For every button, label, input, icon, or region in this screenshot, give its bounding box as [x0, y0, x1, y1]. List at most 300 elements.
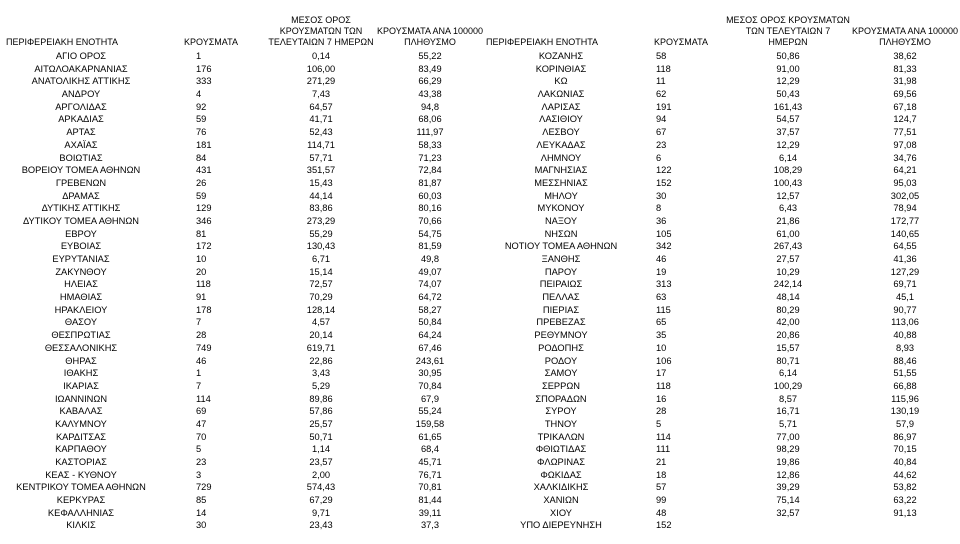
avg-7day-cell: 15,57: [776, 342, 800, 353]
region-cell: ΧΙΟΥ: [550, 507, 572, 518]
region-cell: ΑΡΤΑΣ: [66, 127, 96, 138]
region-cell: ΠΑΡΟΥ: [544, 266, 578, 277]
cases-cell: 94: [656, 114, 667, 125]
cases-cell: 105: [656, 228, 672, 239]
rate-per-100k-cell: 71,23: [418, 152, 442, 163]
cases-cell: 11: [656, 76, 666, 87]
table-row: [486, 240, 960, 253]
table-row: [486, 481, 960, 494]
table-row: [6, 75, 484, 88]
cases-cell: 23: [656, 139, 667, 150]
avg-7day-cell: 3,43: [311, 368, 331, 379]
cases-cell: 59: [196, 190, 207, 201]
region-cell: ΣΕΡΡΩΝ: [541, 380, 580, 391]
cases-cell: 85: [196, 495, 207, 506]
rate-per-100k-cell: 66,88: [893, 380, 917, 391]
avg-7day-cell: 273,29: [306, 215, 336, 226]
avg-7day-cell: 619,71: [306, 342, 336, 353]
rate-per-100k-cell: 70,81: [418, 482, 442, 493]
cases-cell: 46: [196, 355, 207, 366]
avg-7day-cell: 64,57: [309, 101, 333, 112]
cases-cell: 118: [656, 380, 671, 391]
region-cell: ΕΒΡΟΥ: [65, 228, 97, 239]
region-cell: ΠΙΕΡΙΑΣ: [542, 304, 580, 315]
region-cell: ΣΠΟΡΑΔΩΝ: [535, 393, 587, 404]
table-row: [486, 88, 960, 101]
table-row: [486, 253, 960, 266]
rate-per-100k-cell: 76,71: [418, 469, 442, 480]
table-row: [6, 405, 484, 418]
table-row: [6, 329, 484, 342]
header-cases: ΚΡΟΥΣΜΑΤΑ: [184, 37, 238, 47]
table-right-half: [486, 8, 960, 532]
cases-cell: 30: [196, 520, 207, 531]
cases-cell: 178: [196, 304, 212, 315]
avg-7day-cell: 25,57: [309, 418, 333, 429]
table-row: [486, 63, 960, 76]
cases-cell: 76: [196, 127, 207, 138]
cases-cell: 152: [656, 177, 672, 188]
rate-per-100k-cell: 243,61: [415, 355, 445, 366]
avg-7day-cell: 89,86: [309, 393, 333, 404]
table-row: [6, 481, 484, 494]
avg-7day-cell: 12,29: [776, 76, 800, 87]
cases-cell: 5: [196, 444, 202, 455]
avg-7day-cell: 0,14: [311, 51, 331, 61]
cases-cell: 115: [656, 304, 671, 315]
cases-cell: 342: [656, 241, 672, 252]
avg-7day-cell: 2,00: [311, 469, 331, 480]
region-cell: ΚΩ: [554, 76, 568, 87]
region-cell: ΛΑΡΙΣΑΣ: [541, 101, 581, 112]
rate-per-100k-cell: 127,29: [890, 266, 920, 277]
avg-7day-cell: 61,00: [776, 228, 800, 239]
cases-cell: 749: [196, 342, 212, 353]
rate-per-100k-cell: 41,36: [893, 254, 917, 264]
table-row: [6, 507, 484, 520]
table-row: [6, 380, 484, 393]
cases-cell: 21: [656, 457, 667, 467]
table-row: [6, 139, 484, 152]
table-row: [486, 355, 960, 368]
avg-7day-cell: 5,29: [311, 380, 331, 391]
header-cases-per-100k: ΚΡΟΥΣΜΑΤΑ ΑΝΑ 100000 ΠΛΗΘΥΣΜΟ: [377, 26, 483, 47]
cases-cell: 5: [656, 418, 662, 429]
header-cases-per-100k: ΚΡΟΥΣΜΑΤΑ ΑΝΑ 100000 ΠΛΗΘΥΣΜΟ: [852, 26, 958, 47]
region-cell: ΝΗΣΩΝ: [544, 228, 578, 239]
table-row: [486, 164, 960, 177]
table-row: [486, 494, 960, 507]
region-cell: ΚΕΑΣ - ΚΥΘΝΟΥ: [45, 469, 117, 480]
rate-per-100k-cell: 67,46: [418, 342, 442, 353]
region-cell: ΓΡΕΒΕΝΩΝ: [55, 177, 107, 188]
table-row: [486, 113, 960, 126]
rate-per-100k-cell: 38,62: [893, 51, 917, 61]
cases-cell: 69: [196, 406, 207, 417]
avg-7day-cell: 106,00: [306, 63, 336, 74]
rate-per-100k-cell: 113,06: [891, 317, 919, 328]
avg-7day-cell: 83,86: [309, 203, 333, 214]
table-row: [6, 113, 484, 126]
rate-per-100k-cell: 39,11: [418, 507, 442, 518]
region-cell: ΘΕΣΠΡΩΤΙΑΣ: [51, 330, 111, 341]
region-cell: ΡΟΔΟΥ: [544, 355, 578, 366]
region-cell: ΒΟΡΕΙΟΥ ΤΟΜΕΑ ΑΘΗΝΩΝ: [21, 165, 141, 176]
cases-cell: 1: [196, 368, 202, 379]
avg-7day-cell: 267,43: [773, 241, 803, 252]
cases-cell: 106: [656, 355, 672, 366]
avg-7day-cell: 57,71: [309, 152, 333, 163]
table-row: [486, 101, 960, 114]
cases-cell: 6: [656, 152, 662, 163]
cases-cell: 99: [656, 495, 667, 506]
cases-cell: 26: [196, 177, 207, 188]
avg-7day-cell: 1,14: [311, 444, 331, 455]
cases-cell: 18: [656, 469, 667, 480]
rate-per-100k-cell: 111,97: [416, 127, 444, 138]
table-left-half: [6, 8, 484, 532]
rate-per-100k-cell: 95,03: [893, 177, 917, 188]
table-row: [6, 418, 484, 431]
cases-cell: 58: [656, 51, 667, 61]
table-row: [6, 393, 484, 406]
rate-per-100k-cell: 64,72: [418, 292, 442, 303]
cases-cell: 4: [196, 89, 202, 100]
avg-7day-cell: 10,29: [776, 266, 800, 277]
cases-cell: 176: [196, 63, 212, 74]
rate-per-100k-cell: 45,1: [895, 292, 915, 303]
rate-per-100k-cell: 74,07: [418, 279, 442, 290]
cases-cell: 47: [196, 418, 207, 429]
region-cell: ΝΑΞΟΥ: [544, 215, 578, 226]
table-row: [6, 177, 484, 190]
rate-per-100k-cell: 64,21: [893, 165, 917, 176]
rate-per-100k-cell: 172,77: [890, 215, 920, 226]
region-cell: ΚΑΒΑΛΑΣ: [59, 406, 103, 417]
rate-per-100k-cell: 88,46: [893, 355, 917, 366]
cases-cell: 111: [656, 444, 671, 455]
avg-7day-cell: 27,57: [776, 254, 800, 264]
region-cell: ΗΛΕΙΑΣ: [64, 279, 98, 290]
region-cell: ΠΡΕΒΕΖΑΣ: [536, 317, 586, 328]
table-row: [6, 190, 484, 203]
avg-7day-cell: 6,14: [778, 368, 798, 379]
cases-cell: 28: [656, 406, 667, 417]
table-row: [6, 443, 484, 456]
table-row: [486, 431, 960, 444]
rate-per-100k-cell: 44,62: [893, 469, 917, 480]
cases-cell: 70: [196, 431, 207, 442]
cases-cell: 118: [656, 63, 671, 74]
avg-7day-cell: 4,57: [311, 317, 331, 328]
rate-per-100k-cell: 124,7: [893, 114, 917, 125]
table-row: [486, 291, 960, 304]
rate-per-100k-cell: 58,27: [418, 304, 442, 315]
cases-cell: 20: [196, 266, 207, 277]
region-cell: ΑΧΑΪΑΣ: [64, 139, 98, 150]
avg-7day-cell: 9,71: [311, 507, 331, 518]
region-cell: ΛΑΚΩΝΙΑΣ: [537, 89, 585, 100]
rate-per-100k-cell: 43,38: [418, 89, 442, 100]
cases-cell: 118: [196, 279, 211, 290]
avg-7day-cell: 55,29: [309, 228, 333, 239]
cases-cell: 8: [656, 203, 662, 214]
table-row: [6, 291, 484, 304]
header-cases: ΚΡΟΥΣΜΑΤΑ: [654, 37, 708, 47]
cases-cell: 7: [196, 317, 202, 328]
avg-7day-cell: 50,86: [776, 51, 800, 61]
rate-per-100k-cell: 30,95: [418, 368, 442, 379]
avg-7day-cell: 70,29: [309, 292, 333, 303]
table-row: [6, 266, 484, 279]
region-cell: ΘΑΣΟΥ: [64, 317, 98, 328]
table-row: [6, 63, 484, 76]
cases-cell: 114: [656, 431, 671, 442]
region-cell: ΧΑΛΚΙΔΙΚΗΣ: [533, 482, 589, 493]
avg-7day-cell: 80,29: [776, 304, 800, 315]
cases-cell: 431: [196, 165, 212, 176]
cases-cell: 129: [196, 203, 212, 214]
avg-7day-cell: 6,43: [778, 203, 798, 214]
region-cell: ΠΕΛΛΑΣ: [542, 292, 580, 303]
table-row: [486, 443, 960, 456]
avg-7day-cell: 50,43: [776, 89, 800, 100]
rate-per-100k-cell: 63,22: [893, 495, 917, 506]
cases-cell: 313: [656, 279, 672, 290]
avg-7day-cell: 130,43: [306, 241, 336, 252]
avg-7day-cell: 114,71: [307, 139, 335, 150]
region-cell: ΜΥΚΟΝΟΥ: [537, 203, 585, 214]
cases-cell: 10: [196, 254, 207, 264]
avg-7day-cell: 42,00: [776, 317, 800, 328]
rate-per-100k-cell: 50,84: [418, 317, 442, 328]
rate-per-100k-cell: 34,76: [893, 152, 917, 163]
avg-7day-cell: [726, 519, 850, 532]
region-cell: ΑΝΑΤΟΛΙΚΗΣ ΑΤΤΙΚΗΣ: [31, 76, 131, 87]
region-cell: ΘΗΡΑΣ: [65, 355, 97, 366]
region-cell: ΚΑΡΔΙΤΣΑΣ: [55, 431, 107, 442]
table-row: [486, 190, 960, 203]
region-cell: ΡΟΔΟΠΗΣ: [538, 342, 584, 353]
avg-7day-cell: 100,43: [773, 177, 803, 188]
cases-cell: 122: [656, 165, 672, 176]
avg-7day-cell: 77,00: [776, 431, 800, 442]
region-cell: ΜΗΛΟΥ: [544, 190, 578, 201]
cases-cell: 62: [656, 89, 667, 100]
cases-cell: 63: [656, 292, 667, 303]
rate-per-100k-cell: [850, 519, 960, 532]
region-cell: ΚΟΖΑΝΗΣ: [538, 51, 584, 61]
region-cell: ΦΛΩΡΙΝΑΣ: [536, 457, 586, 467]
cases-cell: 28: [196, 330, 207, 341]
region-cell: ΚΑΣΤΟΡΙΑΣ: [55, 457, 107, 467]
rate-per-100k-cell: 31,98: [893, 76, 917, 87]
avg-7day-cell: 7,43: [311, 89, 331, 100]
avg-7day-cell: 15,14: [309, 266, 333, 277]
avg-7day-cell: 75,14: [776, 495, 800, 506]
rate-per-100k-cell: 83,49: [418, 63, 442, 74]
avg-7day-cell: 80,71: [776, 355, 800, 366]
cases-cell: 91: [196, 292, 207, 303]
avg-7day-cell: 32,57: [776, 507, 800, 518]
rate-per-100k-cell: 40,88: [893, 330, 917, 341]
header-7day-average: ΜΕΣΟΣ ΟΡΟΣ ΚΡΟΥΣΜΑΤΩΝ ΤΩΝ ΤΕΛΕΥΤΑΙΩΝ 7 ΗΜΕΡΩΝ: [268, 15, 374, 47]
region-cell: ΚΕΦΑΛΛΗΝΙΑΣ: [47, 507, 115, 518]
table-row: [486, 519, 960, 532]
rate-per-100k-cell: 37,3: [420, 520, 440, 531]
avg-7day-cell: 242,14: [773, 279, 803, 290]
region-cell: ΛΗΜΝΟΥ: [540, 152, 582, 163]
avg-7day-cell: 15,43: [309, 177, 333, 188]
cases-cell: 46: [656, 254, 667, 264]
rate-per-100k-cell: 81,59: [418, 241, 442, 252]
region-cell: ΣΑΜΟΥ: [544, 368, 578, 379]
avg-7day-cell: 8,57: [778, 393, 798, 404]
rate-per-100k-cell: 81,87: [418, 177, 442, 188]
avg-7day-cell: 100,29: [773, 380, 803, 391]
region-cell: ΥΠΟ ΔΙΕΡΕΥΝΗΣΗ: [520, 520, 602, 531]
table-row: [6, 304, 484, 317]
cases-cell: 23: [196, 457, 207, 467]
rate-per-100k-cell: 97,08: [893, 139, 917, 150]
rate-per-100k-cell: 51,55: [893, 368, 917, 379]
table-row: [486, 316, 960, 329]
region-cell: ΣΥΡΟΥ: [545, 406, 577, 417]
rate-per-100k-cell: 49,07: [418, 266, 442, 277]
rate-per-100k-cell: 54,75: [418, 228, 442, 239]
region-cell: ΔΡΑΜΑΣ: [62, 190, 100, 201]
avg-7day-cell: 574,43: [306, 482, 336, 493]
table-body-left: [6, 50, 484, 532]
avg-7day-cell: 98,29: [776, 444, 800, 455]
avg-7day-cell: 161,43: [773, 101, 803, 112]
region-cell: ΑΓΙΟ ΟΡΟΣ: [55, 51, 107, 61]
table-header: [486, 8, 960, 48]
table-row: [6, 164, 484, 177]
region-cell: ΡΕΘΥΜΝΟΥ: [534, 330, 588, 341]
table-row: [6, 126, 484, 139]
table-row: [6, 367, 484, 380]
cases-cell: 346: [196, 215, 212, 226]
rate-per-100k-cell: 81,33: [893, 63, 917, 74]
rate-per-100k-cell: 77,51: [893, 127, 917, 138]
cases-cell: 67: [656, 127, 667, 138]
rate-per-100k-cell: 67,9: [420, 393, 440, 404]
avg-7day-cell: 16,71: [776, 406, 800, 417]
avg-7day-cell: 6,71: [311, 254, 331, 264]
avg-7day-cell: 20,86: [776, 330, 800, 341]
avg-7day-cell: 48,14: [776, 292, 800, 303]
cases-cell: 17: [656, 368, 667, 379]
cases-cell: 7: [196, 380, 202, 391]
rate-per-100k-cell: 57,9: [895, 418, 915, 429]
rate-per-100k-cell: 8,93: [895, 342, 915, 353]
table-row: [486, 329, 960, 342]
table-header: [6, 8, 484, 48]
avg-7day-cell: 21,86: [776, 215, 800, 226]
avg-7day-cell: 57,86: [309, 406, 333, 417]
table-row: [486, 304, 960, 317]
rate-per-100k-cell: 68,4: [420, 444, 440, 455]
avg-7day-cell: 37,57: [776, 127, 800, 138]
cases-cell: 729: [196, 482, 212, 493]
region-cell: ΔΥΤΙΚΟΥ ΤΟΜΕΑ ΑΘΗΝΩΝ: [22, 215, 140, 226]
rate-per-100k-cell: 70,84: [418, 380, 442, 391]
cases-cell: 114: [196, 393, 211, 404]
rate-per-100k-cell: 55,22: [418, 51, 442, 61]
rate-per-100k-cell: 159,58: [415, 418, 445, 429]
cases-cell: 333: [196, 76, 212, 87]
avg-7day-cell: 6,14: [778, 152, 798, 163]
table-row: [486, 456, 960, 469]
region-cell: ΧΑΝΙΩΝ: [543, 495, 579, 506]
table-row: [486, 507, 960, 520]
table-row: [486, 75, 960, 88]
rate-per-100k-cell: 69,56: [893, 89, 917, 100]
avg-7day-cell: 91,00: [776, 63, 800, 74]
avg-7day-cell: 19,86: [776, 457, 800, 467]
rate-per-100k-cell: 66,29: [418, 76, 442, 87]
rate-per-100k-cell: 64,55: [893, 241, 917, 252]
region-cell: ΛΕΣΒΟΥ: [542, 127, 580, 138]
rate-per-100k-cell: 70,15: [893, 444, 917, 455]
region-cell: ΗΡΑΚΛΕΙΟΥ: [54, 304, 108, 315]
avg-7day-cell: 52,43: [309, 127, 333, 138]
rate-per-100k-cell: 302,05: [890, 190, 920, 201]
cases-cell: 35: [656, 330, 667, 341]
table-row: [6, 88, 484, 101]
avg-7day-cell: 271,29: [306, 76, 336, 87]
rate-per-100k-cell: 86,97: [893, 431, 917, 442]
table-row: [486, 202, 960, 215]
table-row: [6, 228, 484, 241]
avg-7day-cell: 351,57: [306, 165, 336, 176]
cases-cell: 48: [656, 507, 667, 518]
cases-cell: 65: [656, 317, 667, 328]
avg-7day-cell: 67,29: [309, 495, 333, 506]
avg-7day-cell: 20,14: [309, 330, 333, 341]
table-row: [486, 405, 960, 418]
table-row: [6, 519, 484, 532]
table-row: [6, 342, 484, 355]
avg-7day-cell: 128,14: [306, 304, 336, 315]
avg-7day-cell: 39,29: [776, 482, 800, 493]
avg-7day-cell: 22,86: [309, 355, 333, 366]
region-cell: ΙΘΑΚΗΣ: [63, 368, 99, 379]
cases-cell: 14: [196, 507, 207, 518]
table-row: [486, 380, 960, 393]
region-cell: ΕΥΡΥΤΑΝΙΑΣ: [52, 254, 110, 264]
rate-per-100k-cell: 40,84: [893, 457, 917, 467]
table-row: [6, 50, 484, 63]
table-row: [6, 101, 484, 114]
region-cell: ΖΑΚΥΝΘΟΥ: [55, 266, 107, 277]
region-cell: ΚΑΛΥΜΝΟΥ: [55, 418, 107, 429]
cases-cell: 92: [196, 101, 207, 112]
rate-per-100k-cell: 67,18: [893, 101, 917, 112]
rate-per-100k-cell: 49,8: [420, 254, 440, 264]
region-cell: ΤΗΝΟΥ: [544, 418, 578, 429]
cases-cell: 57: [656, 482, 667, 493]
rate-per-100k-cell: 130,19: [890, 406, 920, 417]
avg-7day-cell: 54,57: [776, 114, 800, 125]
rate-per-100k-cell: 91,13: [893, 507, 917, 518]
avg-7day-cell: 72,57: [309, 279, 333, 290]
header-region: ΠΕΡΙΦΕΡΕΙΑΚΗ ΕΝΟΤΗΤΑ: [6, 37, 119, 47]
avg-7day-cell: 12,29: [776, 139, 800, 150]
region-cell: ΜΕΣΣΗΝΙΑΣ: [534, 177, 588, 188]
cases-cell: 3: [196, 469, 202, 480]
